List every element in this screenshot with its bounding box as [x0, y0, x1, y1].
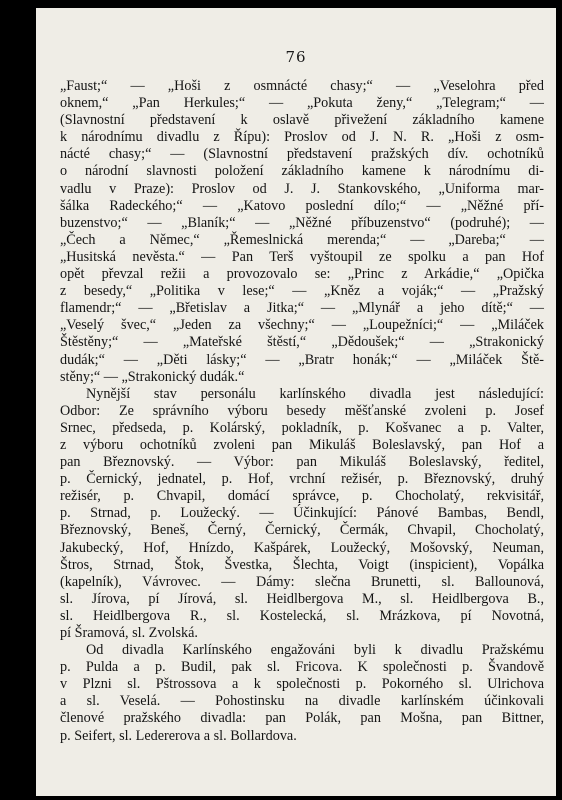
text-line: Jakubecký, Hof, Hnízdo, Kašpárek, Loužecký, Mošovský, Neuman,	[60, 539, 544, 556]
text-line: „Faust;“ — „Hoši z osmnácté chasy;“ — „Veselohra před	[60, 78, 544, 94]
text-line: vadlu v Praze): Proslov od J. J. Stankovského, „Uniforma mar-	[60, 180, 544, 197]
text-body	[60, 78, 544, 745]
text-line: Březnovský, Beneš, Černý, Černický, Čermák, Chvapil, Chocholatý,	[60, 522, 544, 539]
text-line: Štěstěny;“ — „Mateřské štěstí,“ „Dědoušek;“ — „Strakonický	[60, 334, 544, 351]
text-line: „Veselý švec,“ „Jeden za všechny;“ — „Loupežníci;“ — „Miláček	[60, 317, 544, 334]
text-line: z výboru ochotníků zvoleni pan Mikuláš Boleslavský, pan Hof a	[60, 436, 544, 453]
text-line: p. Černický, jednatel, p. Hof, vrchní režisér, p. Březnovský, druhý	[60, 471, 544, 488]
text-line: Od divadla Karlínského engažováni byli k divadlu Pražskému	[86, 642, 544, 659]
text-line: „Husitská nevěsta.“ — Pan Terš vyštoupil ze spolku a pan Hof	[60, 248, 544, 265]
text-line: Odbor: Ze správního výboru besedy měšťanské zvoleni p. Josef	[60, 402, 544, 419]
page-number: 76	[285, 48, 307, 66]
text-line: k národnímu divadlu z Řípu): Proslov od J. N. R. „Hoši z osm-	[60, 129, 544, 146]
text-line: stěny;“ — „Strakonický dudák.“	[60, 368, 245, 385]
text-line: p. Strnad, p. Loužecký. — Účinkující: Pánové Bambas, Bendl,	[60, 505, 544, 522]
text-line: Štros, Strnad, Štok, Švestka, Šlechta, Voigt (inspicient), Vopálka	[60, 556, 544, 573]
text-line: režisér, p. Chvapil, domácí správce, p. Chocholatý, rekvisitář,	[60, 488, 544, 505]
text-line: v Plzni sl. Pštrossova a k společnosti p. Pokorného sl. Ulrichova	[60, 676, 544, 693]
text-line: p. Pulda a p. Budil, pak sl. Fricova. K společnosti p. Švandově	[60, 659, 544, 676]
text-line: dudák;“ — „Děti lásky;“ — „Bratr honák;“ — „Miláček Ště-	[60, 351, 544, 368]
text-line: z besedy,“ „Politika v lese;“ — „Kněz a voják;“ — „Pražský	[60, 283, 544, 300]
text-line: sl. Heidlbergova R., sl. Kostelecká, sl. Mrázkova, pí Novotná,	[60, 607, 544, 624]
text-line: sl. Jírova, pí Jírová, sl. Heidlbergova M., sl. Heidlbergova B.,	[60, 590, 544, 607]
text-line: a sl. Veselá. — Pohostinsku na divadle karlínském účinkovali	[60, 693, 544, 710]
text-line: pan Březnovský. — Výbor: pan Mikuláš Boleslavský, ředitel,	[60, 454, 544, 471]
text-line: „Čech a Němec,“ „Řemeslnická merenda;“ — „Dareba;“ —	[60, 231, 544, 248]
text-line: oknem,“ „Pan Herkules;“ — „Pokuta ženy,“ „Telegram;“ —	[60, 95, 544, 112]
text-line: Nynější stav personálu karlínského divadla jest následující:	[86, 385, 544, 402]
text-line: opět převzal režii a provozovalo se: „Princ z Arkádie,“ „Opička	[60, 266, 544, 283]
text-line: flamendr;“ — „Břetislav a Jitka;“ — „Mlynář a jeho dítě;“ —	[60, 300, 544, 317]
text-line: Srnec, předseda, p. Kolárský, pokladník, p. Košvanec a p. Valter,	[60, 419, 544, 436]
text-line: pí Šramová, sl. Zvolská.	[60, 625, 198, 641]
text-line: (kapelník), Vávrovec. — Dámy: slečna Brunetti, sl. Ballounová,	[60, 573, 544, 590]
text-line: členové pražského divadla: pan Polák, pan Mošna, pan Bittner,	[60, 710, 544, 727]
text-line: nácté chasy;“ — (Slavnostní představení pražských dív. ochotníků	[60, 146, 544, 163]
text-line: (Slavnostní představení k oslavě přivežení základního kamene	[60, 112, 544, 129]
text-line: šálka Radeckého;“ — „Katovo poslední dílo;“ — „Něžné pří-	[60, 197, 544, 214]
text-line: o národní slavnosti položení základního kamene k národnímu di-	[60, 163, 544, 180]
text-line: buzenstvo;“ — „Blaník;“ — „Něžné příbuzenstvo“ (podruhé); —	[60, 214, 544, 231]
book-page	[36, 8, 556, 796]
text-line: p. Seifert, sl. Ledererova a sl. Bollardova.	[60, 727, 297, 744]
